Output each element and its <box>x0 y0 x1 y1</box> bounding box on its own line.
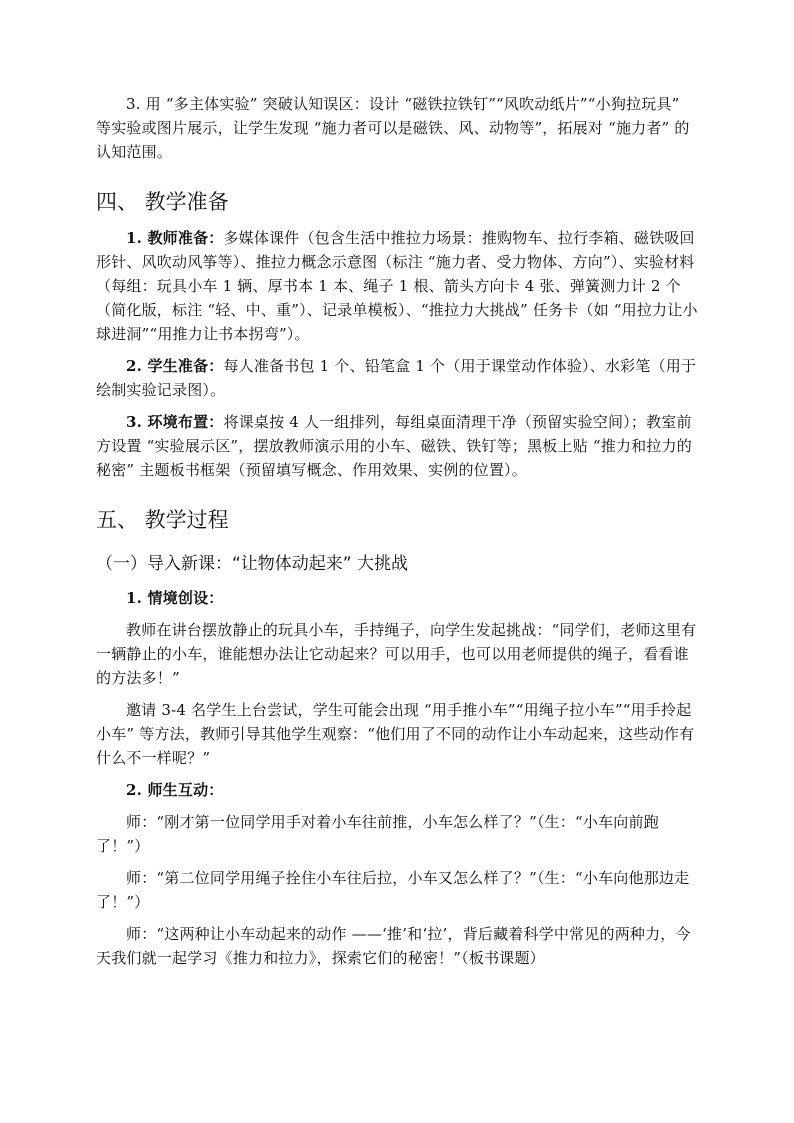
label-student-preparation: 2. 学生准备： <box>126 357 224 375</box>
label-environment-setup: 3. 环境布置： <box>126 413 224 431</box>
paragraph-teacher-preparation <box>96 226 698 346</box>
label-interaction: 2. 师生互动： <box>126 781 224 799</box>
document-page <box>96 92 698 970</box>
paragraph-environment-setup <box>96 410 698 482</box>
dialogue-line-3: 师：“这两种让小车动起来的动作 ——‘推’和‘拉’，背后藏着科学中常见的两种力，今天我们就一起学习《推力和拉力》，探索它们的秘密！”（板书课题） <box>96 925 691 967</box>
section-heading-teaching-process: 五、 教学过程 <box>96 508 229 532</box>
text-student-preparation: 每人准备书包 1 个、铅笔盒 1 个（用于课堂动作体验）、水彩笔（用于绘制实验记录图）。 <box>96 357 697 399</box>
subsection-heading-introduction: （一）导入新课：“让物体动起来” 大挑战 <box>96 554 409 574</box>
section-heading-teaching-preparation: 四、 教学准备 <box>96 190 229 214</box>
paragraph-student-attempts: 邀请 3-4 名学生上台尝试，学生可能会出现 “用手推小车”“用绳子拉小车”“用手拎起小车” 等方法，教师引导其他学生观察：“他们用了不同的动作让小车动起来，这些动作有什么不一样呢？” <box>96 701 695 767</box>
label-situation-setup: 1. 情境创设： <box>126 589 224 607</box>
paragraph-teacher-challenge: 教师在讲台摆放静止的玩具小车，手持绳子，向学生发起挑战：“同学们，老师这里有一辆静止的小车，谁能想办法让它动起来？可以用手，也可以用老师提供的绳子，看看谁的方法多！” <box>96 621 697 687</box>
dialogue-line-1: 师：“刚才第一位同学用手对着小车往前推，小车怎么样了？”（生：“小车向前跑了！”） <box>96 813 659 855</box>
text-teacher-preparation: 多媒体课件（包含生活中推拉力场景：推购物车、拉行李箱、磁铁吸回形针、风吹动风筝等）、推拉力概念示意图（标注 “施力者、受力物体、方向”）、实验材料（每组：玩具小车 1 辆、厚书本 1 本、绳子 1 根、箭头方向卡 4 张、弹簧测力计 2 个（简化版，标注 “轻、中、重”）、记录单模板）、“推拉力大挑战” 任务卡（如 “用拉力让小球进洞”“用推力让书本拐弯”）。 <box>96 229 698 343</box>
paragraph-student-preparation <box>96 354 698 402</box>
text-environment-setup: 将课桌按 4 人一组排列，每组桌面清理干净（预留实验空间）；教室前方设置 “实验展示区”，摆放教师演示用的小车、磁铁、铁钉等；黑板上贴 “推力和拉力的秘密” 主题板书框架（预留填写概念、作用效果、实例的位置）。 <box>96 413 692 479</box>
paragraph-multi-subject-experiment: 3. 用 “多主体实验” 突破认知误区：设计 “磁铁拉铁钉”“风吹动纸片”“小狗拉玩具” 等实验或图片展示，让学生发现 “施力者可以是磁铁、风、动物等”，拓展对 “施力者” 的认知范围。 <box>96 95 690 161</box>
label-teacher-preparation: 1. 教师准备： <box>126 229 224 247</box>
dialogue-line-2: 师：“第二位同学用绳子拴住小车往后拉，小车又怎么样了？”（生：“小车向他那边走了！”） <box>96 869 690 911</box>
